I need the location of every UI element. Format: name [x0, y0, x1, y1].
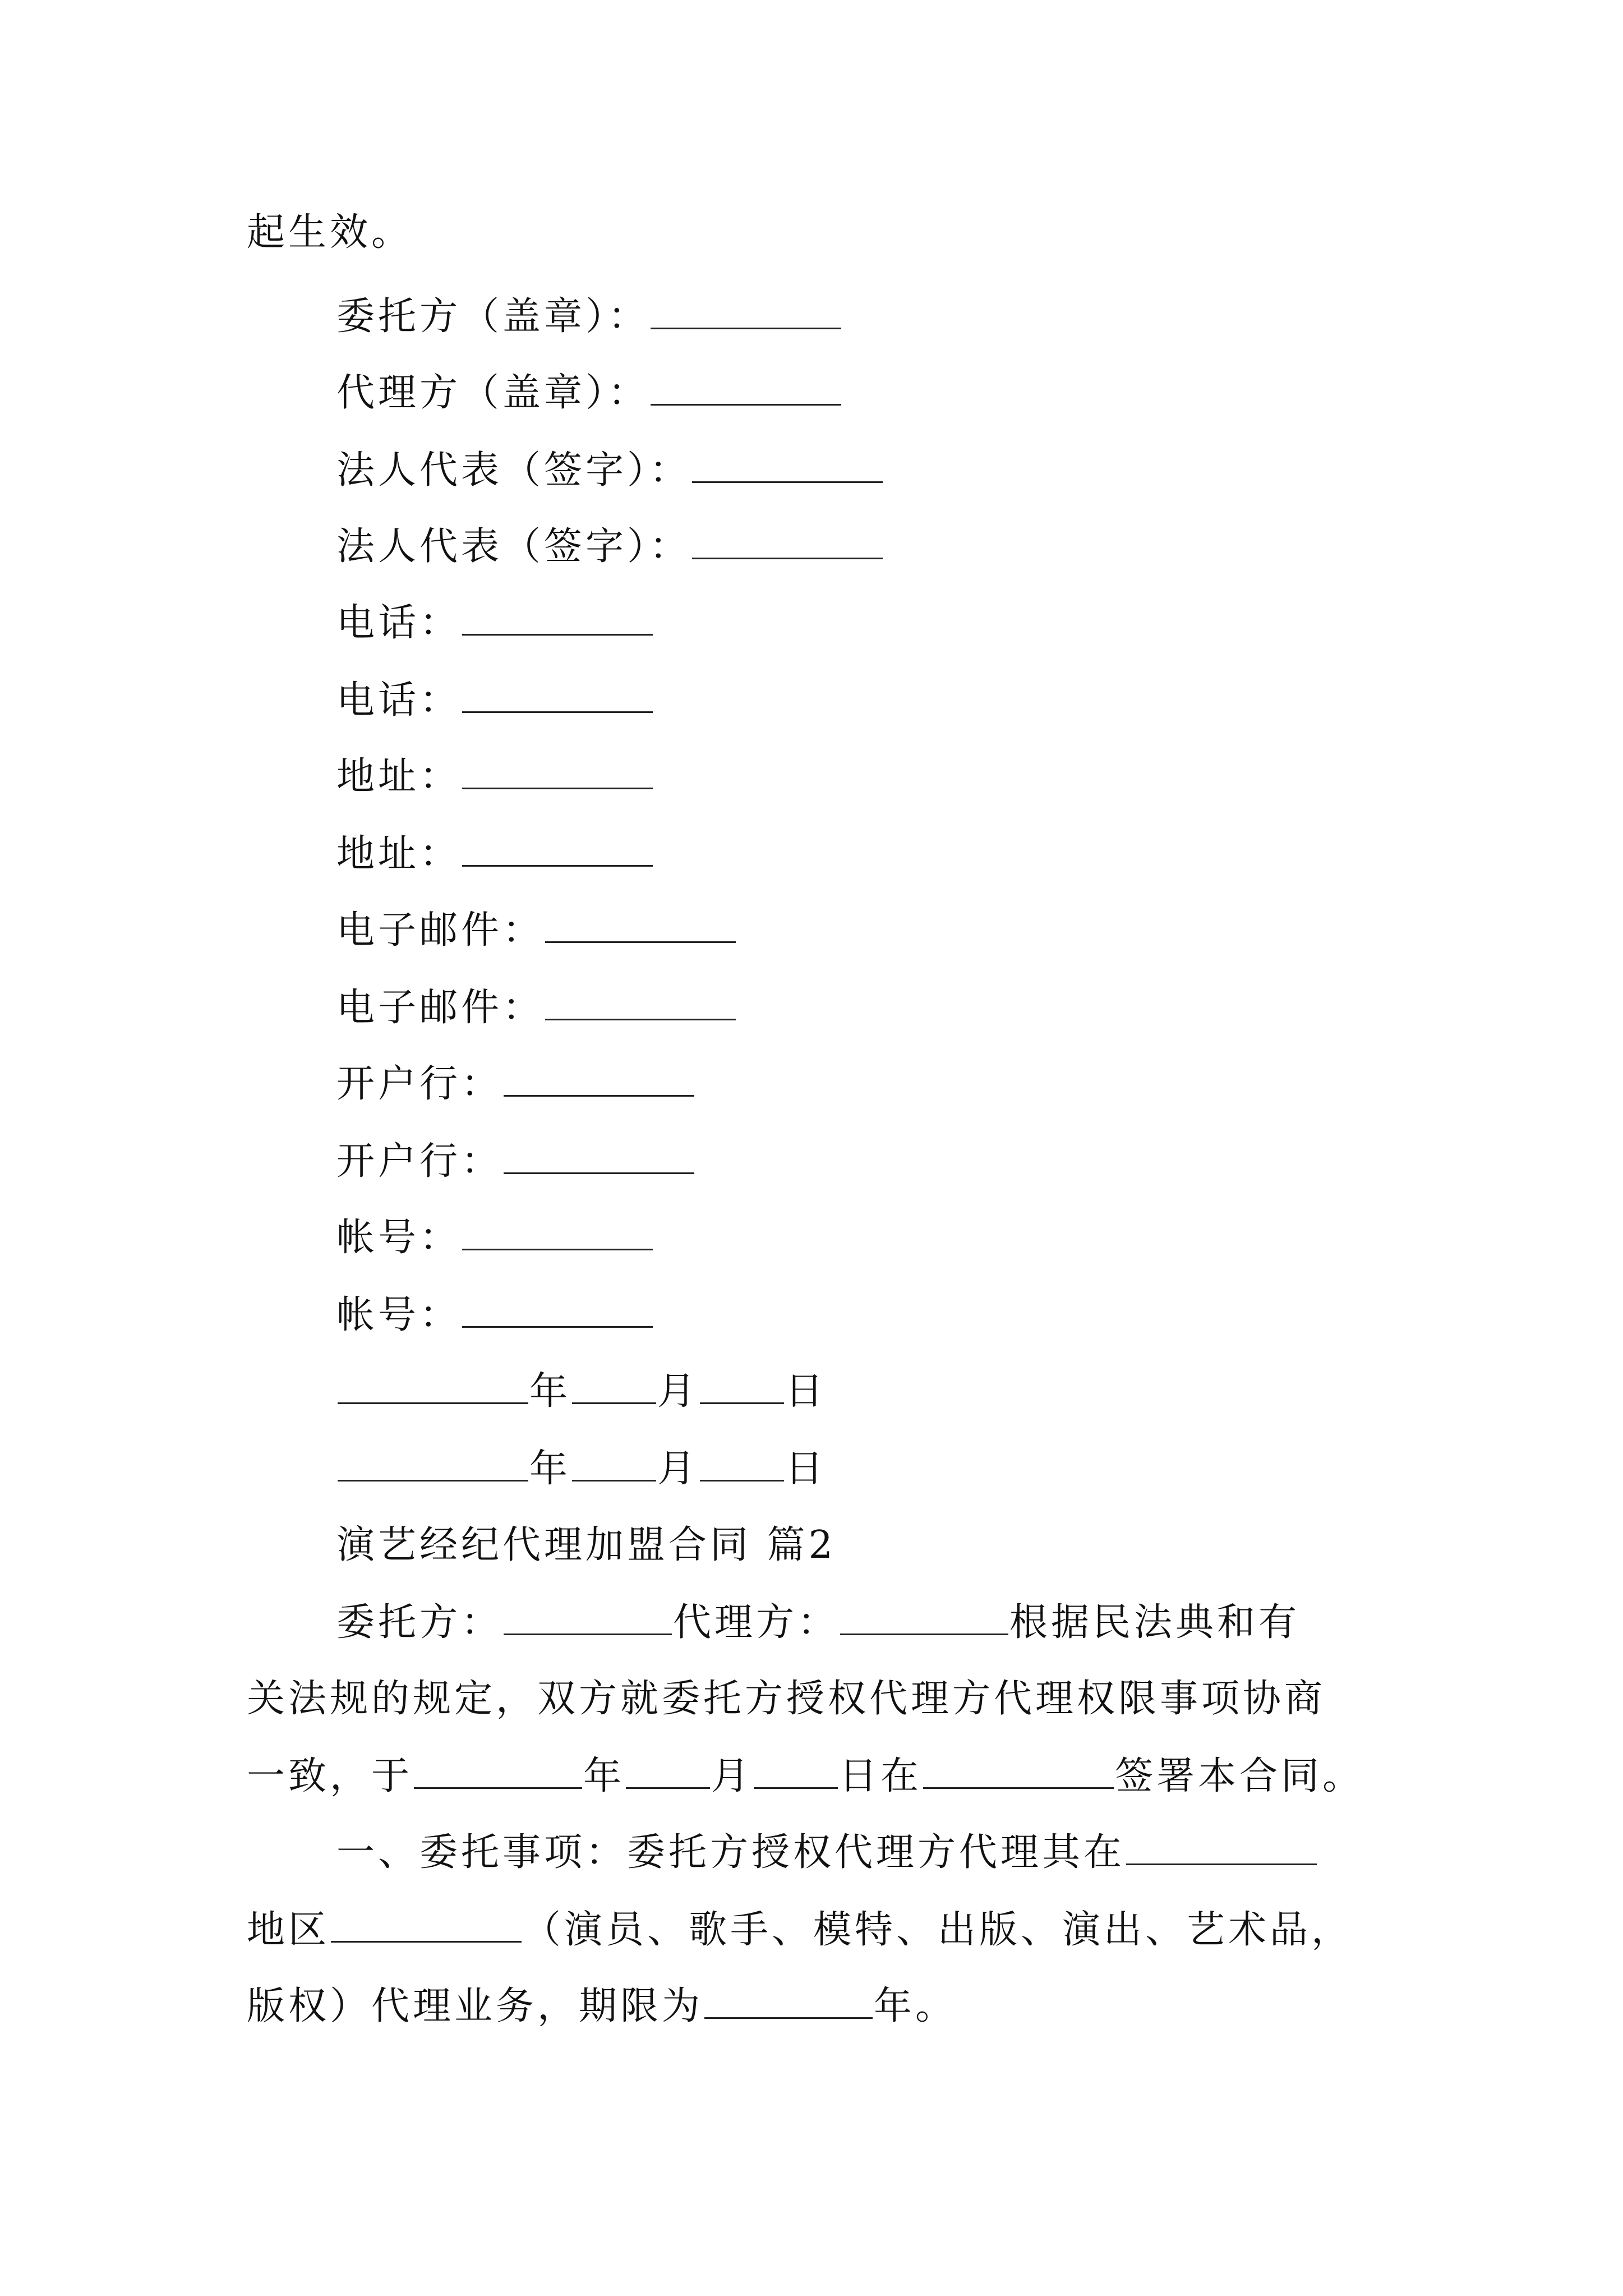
text-segment: 一、委托事项：委托方授权代理方代理其在 — [336, 1830, 1126, 1875]
field-label: 地址： — [336, 832, 462, 876]
fill-blank[interactable] — [504, 1138, 694, 1174]
field-label: 电子邮件： — [336, 908, 545, 953]
field-label: 电话： — [336, 601, 462, 645]
date-line-1 — [336, 1366, 827, 1417]
date-month-label: 月 — [657, 1369, 699, 1414]
fill-blank[interactable] — [462, 677, 653, 713]
fill-blank[interactable] — [840, 1599, 1008, 1635]
fill-blank[interactable] — [462, 599, 653, 636]
field-label: 电话： — [336, 678, 462, 723]
text-segment: 年 — [583, 1754, 625, 1798]
paragraph-line — [336, 1598, 1300, 1648]
field-label: 地址： — [336, 754, 462, 799]
line-text: 起生效。 — [247, 210, 413, 255]
field-bank-1 — [336, 1059, 695, 1110]
fill-blank[interactable] — [923, 1752, 1114, 1789]
fill-blank[interactable] — [651, 369, 841, 406]
date-line-2 — [336, 1444, 827, 1494]
fill-blank[interactable] — [462, 1214, 653, 1250]
fill-blank-month[interactable] — [572, 1368, 656, 1404]
field-label: 电子邮件： — [336, 986, 545, 1030]
fill-blank[interactable] — [414, 1752, 582, 1789]
text-segment: 版权）代理业务，期限为 — [247, 1984, 704, 2028]
signature-field-principal-seal — [336, 292, 842, 342]
text-segment: 月 — [711, 1754, 753, 1798]
fill-blank[interactable] — [504, 1060, 694, 1097]
signature-field-legal-rep-1 — [336, 445, 884, 496]
text-segment: 代理方： — [673, 1600, 840, 1645]
paragraph-line — [247, 1674, 1326, 1724]
field-label: 帐号： — [336, 1293, 462, 1337]
fill-blank-day[interactable] — [700, 1368, 784, 1404]
fill-blank[interactable] — [462, 1291, 653, 1328]
field-label: 开户行： — [336, 1062, 503, 1106]
signature-field-agent-seal — [336, 368, 842, 418]
text-segment: 关法规的规定，双方就委托方授权代理方代理权限事项协商 — [247, 1677, 1326, 1721]
fill-blank[interactable] — [692, 523, 883, 559]
text-segment: 委托方： — [336, 1600, 503, 1645]
date-year-label: 年 — [529, 1447, 571, 1491]
fill-blank-year[interactable] — [338, 1368, 528, 1404]
field-email-1 — [336, 905, 737, 956]
paragraph-line — [247, 1981, 957, 2032]
text-segment: （演员、歌手、模特、出版、演出、艺术品， — [523, 1908, 1353, 1952]
field-label: 代理方（盖章）： — [336, 371, 650, 415]
field-phone-1 — [336, 598, 654, 648]
field-label: 帐号： — [336, 1216, 462, 1260]
fill-blank[interactable] — [462, 830, 653, 867]
field-address-1 — [336, 752, 654, 802]
fill-blank[interactable] — [692, 447, 883, 483]
fill-blank[interactable] — [545, 984, 736, 1020]
fill-blank[interactable] — [626, 1752, 710, 1789]
heading-text: 演艺经纪代理加盟合同 篇2 — [336, 1523, 836, 1567]
field-address-2 — [336, 829, 654, 880]
field-account-1 — [336, 1213, 654, 1263]
text-segment: 地区 — [247, 1908, 330, 1952]
paragraph-line — [336, 1828, 1318, 1878]
text-line — [247, 208, 413, 258]
fill-blank[interactable] — [504, 1599, 672, 1635]
field-label: 法人代表（签字）： — [336, 524, 691, 569]
fill-blank[interactable] — [704, 1982, 873, 2019]
field-email-2 — [336, 983, 737, 1033]
field-label: 法人代表（签字）： — [336, 448, 691, 493]
field-phone-2 — [336, 675, 654, 726]
fill-blank[interactable] — [1126, 1829, 1317, 1865]
field-label: 委托方（盖章）： — [336, 295, 650, 339]
field-bank-2 — [336, 1137, 695, 1187]
signature-field-legal-rep-2 — [336, 522, 884, 572]
date-month-label: 月 — [657, 1447, 699, 1491]
field-account-2 — [336, 1290, 654, 1341]
text-segment: 签署本合同。 — [1115, 1754, 1364, 1798]
paragraph-line — [247, 1905, 1353, 1955]
text-segment: 根据民法典和有 — [1009, 1600, 1301, 1645]
fill-blank[interactable] — [754, 1752, 838, 1789]
fill-blank-year[interactable] — [338, 1445, 528, 1481]
text-segment: 日在 — [839, 1754, 923, 1798]
text-segment: 年。 — [874, 1984, 957, 2028]
fill-blank[interactable] — [651, 293, 841, 329]
date-day-label: 日 — [785, 1369, 827, 1414]
text-segment: 一致，于 — [247, 1754, 413, 1798]
field-label: 开户行： — [336, 1139, 503, 1184]
date-year-label: 年 — [529, 1369, 571, 1414]
paragraph-line — [247, 1751, 1364, 1802]
fill-blank-day[interactable] — [700, 1445, 784, 1481]
section-heading — [336, 1520, 836, 1571]
fill-blank-month[interactable] — [572, 1445, 656, 1481]
date-day-label: 日 — [785, 1447, 827, 1491]
fill-blank[interactable] — [462, 753, 653, 789]
fill-blank[interactable] — [331, 1906, 522, 1943]
fill-blank[interactable] — [545, 907, 736, 943]
